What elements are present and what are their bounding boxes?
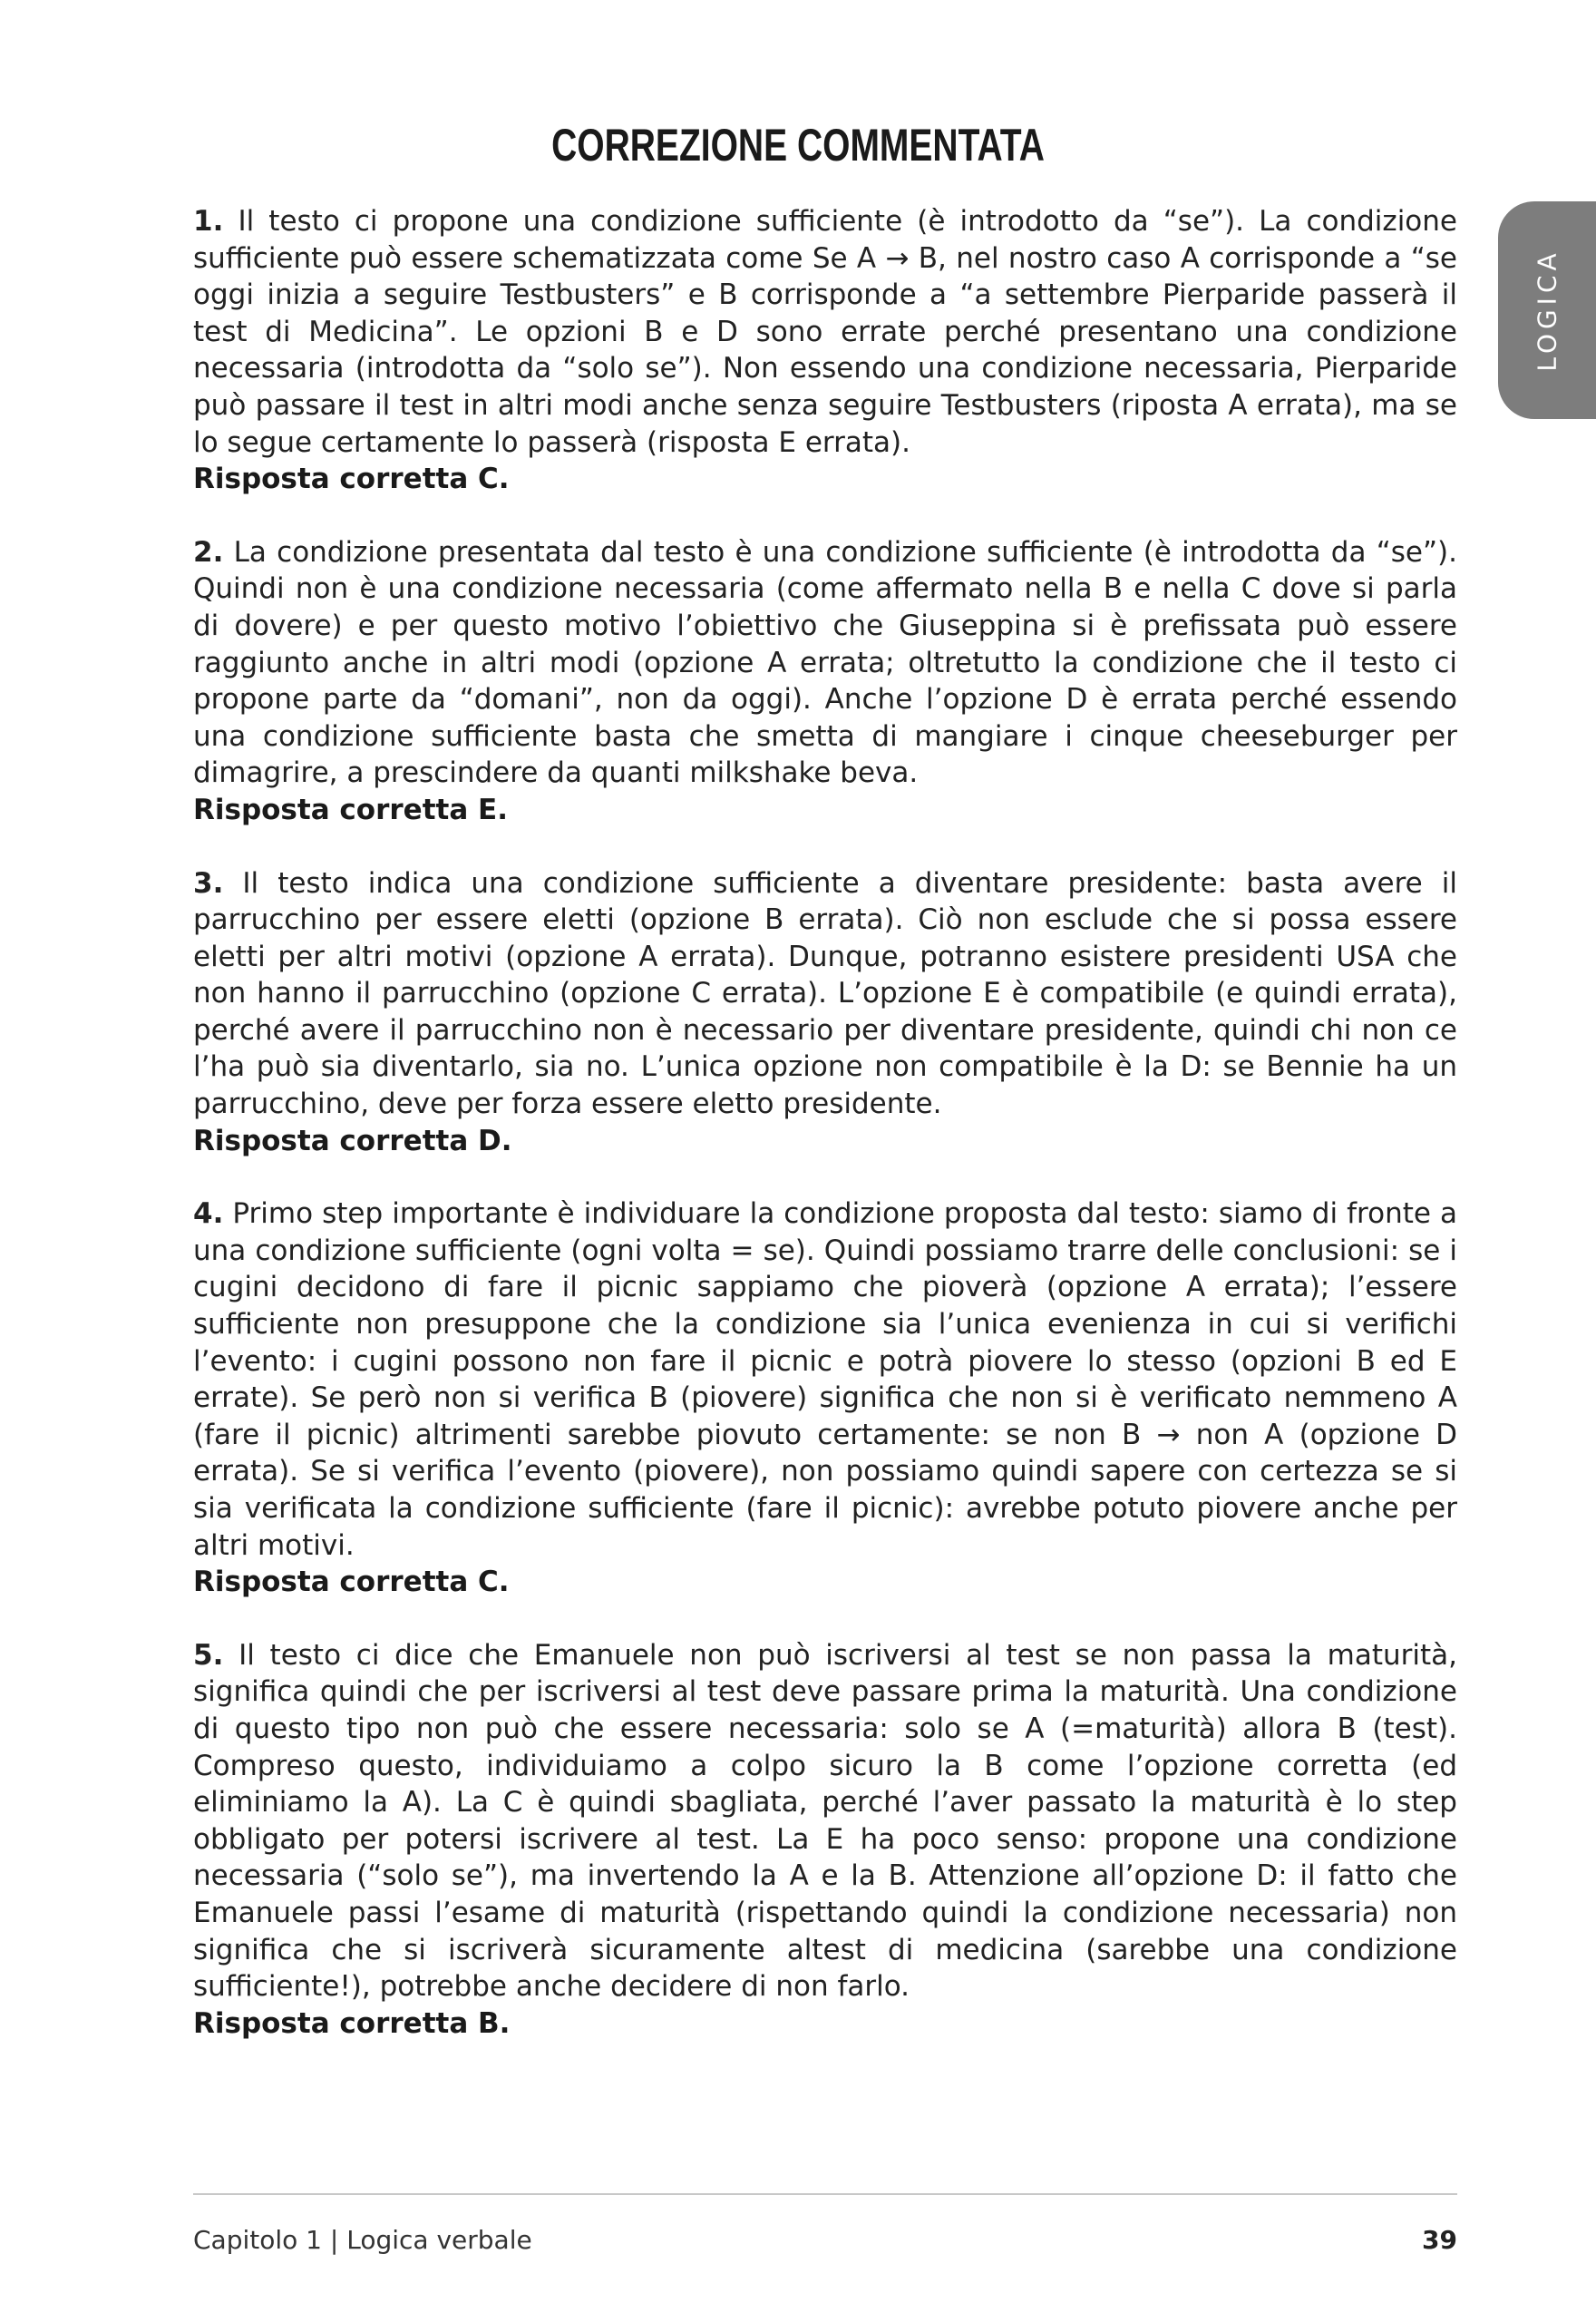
answer-paragraph bbox=[193, 1637, 1457, 2005]
correct-answer: Risposta corretta B. bbox=[193, 2006, 511, 2040]
answer-paragraph bbox=[193, 534, 1457, 792]
answer-text: Il testo indica una condizione sufficiente a diventare presidente: basta avere il parrucchino per essere eletti (opzione B errata). Ciò non esclude che si possa essere eletti per altri motivi (opzione A errata). Dunque, potranno esistere presidenti USA che non hanno il parrucchino (opzione C errata). L’opzione E è compatibile (e quindi errata), perché avere il parrucchino non è necessario per diventare presidente, quindi chi non ce l’ha può sia diventarlo, sia no. L’unica opzione non compatibile è la D: se Bennie ha un parrucchino, deve per forza essere eletto presidente. bbox=[193, 866, 1457, 1121]
answer-block-5 bbox=[193, 1637, 1457, 2043]
answer-paragraph bbox=[193, 203, 1457, 461]
answer-number: 1. bbox=[193, 205, 224, 238]
answers-section bbox=[193, 203, 1457, 2078]
correct-answer: Risposta corretta C. bbox=[193, 1566, 510, 1599]
answer-number: 5. bbox=[193, 1638, 224, 1672]
answer-number: 4. bbox=[193, 1197, 224, 1231]
answer-block-3 bbox=[193, 865, 1457, 1160]
correct-answer: Risposta corretta C. bbox=[193, 463, 510, 496]
answer-text: Il testo ci propone una condizione sufficiente (è introdotto da “se”). La condizione sufficiente può essere schematizzata come Se A → B, nel nostro caso A corrisponde a “se oggi inizia a seguire Testbusters” e B corrisponde a “a settembre Pierparide passerà il test di Medicina”. Le opzioni B e D sono errate perché presentano una condizione necessaria (introdotta da “solo se”). Non essendo una condizione necessaria, Pierparide può passare il test in altri modi anche senza seguire Testbusters (riposta A errata), ma se lo segue certamente lo passerà (risposta E errata). bbox=[193, 205, 1457, 459]
page-number: 39 bbox=[1422, 2225, 1457, 2255]
side-tab-label: LOGICA bbox=[1532, 249, 1562, 372]
answer-number: 3. bbox=[193, 866, 224, 900]
answer-number: 2. bbox=[193, 535, 224, 569]
answer-text: La condizione presentata dal testo è una condizione sufficiente (è introdotta da “se”). Quindi non è una condizione necessaria (come affermato nella B e nella C dove si parla di dovere) e per questo motivo l’obiettivo che Giuseppina si è prefissata può essere raggiunto anche in altri modi (opzione A errata; oltretutto la condizione che il testo ci propone parte da “domani”, non da oggi). Anche l’opzione D è errata perché essendo una condizione sufficiente basta che smetta di mangiare i cinque cheeseburger per dimagrire, a prescindere da quanti milkshake beva. bbox=[193, 535, 1458, 790]
page-title: CORREZIONE COMMENTATA bbox=[551, 120, 1045, 171]
answer-paragraph bbox=[193, 865, 1457, 1123]
correct-answer: Risposta corretta D. bbox=[193, 1124, 512, 1157]
answer-block-4 bbox=[193, 1195, 1457, 1601]
section-side-tab bbox=[1498, 201, 1596, 419]
answer-block-1 bbox=[193, 203, 1457, 498]
correct-answer: Risposta corretta E. bbox=[193, 793, 508, 826]
answer-block-2 bbox=[193, 534, 1457, 829]
answer-paragraph bbox=[193, 1195, 1457, 1564]
footer-chapter: Capitolo 1 | Logica verbale bbox=[193, 2225, 532, 2255]
answer-text: Primo step importante è individuare la condizione proposta dal testo: siamo di fronte a una condizione sufficiente (ogni volta = se). Quindi possiamo trarre delle conclusioni: se i cugini decidono di fare il picnic sappiamo che pioverà (opzione A errata); l’essere sufficiente non presuppone che la condizione sia l’unica evenienza in cui si verifichi l’evento: i cugini possono non fare il picnic e potrà piovere lo stesso (opzioni B ed E errate). Se però non si verifica B (piovere) significa che non si è verificato nemmeno A (fare il picnic) altrimenti sarebbe piovuto certamente: se non B → non A (opzione D errata). Se si verifica l’evento (piovere), non possiamo quindi sapere con certezza se si sia verificata la condizione sufficiente (fare il picnic): avrebbe potuto piovere anche per altri motivi. bbox=[193, 1197, 1457, 1562]
footer-divider bbox=[193, 2193, 1457, 2195]
answer-text: Il testo ci dice che Emanuele non può iscriversi al test se non passa la maturità, significa quindi che per iscriversi al test deve passare prima la maturità. Una condizione di questo tipo non può che essere necessaria: solo se A (=maturità) allora B (test). Compreso questo, individuiamo a colpo sicuro la B come l’opzione corretta (ed eliminiamo la A). La C è quindi sbagliata, perché l’aver passato la maturità è lo step obbligato per potersi iscrivere al test. La E ha poco senso: propone una condizione necessaria (“solo se”), ma invertendo la A e la B. Attenzione all’opzione D: il fatto che Emanuele passi l’esame di maturità (rispettando quindi la condizione necessaria) non significa che si iscriverà sicuramente altest di medicina (sarebbe una condizione sufficiente!), potrebbe anche decidere di non farlo. bbox=[193, 1638, 1457, 2004]
